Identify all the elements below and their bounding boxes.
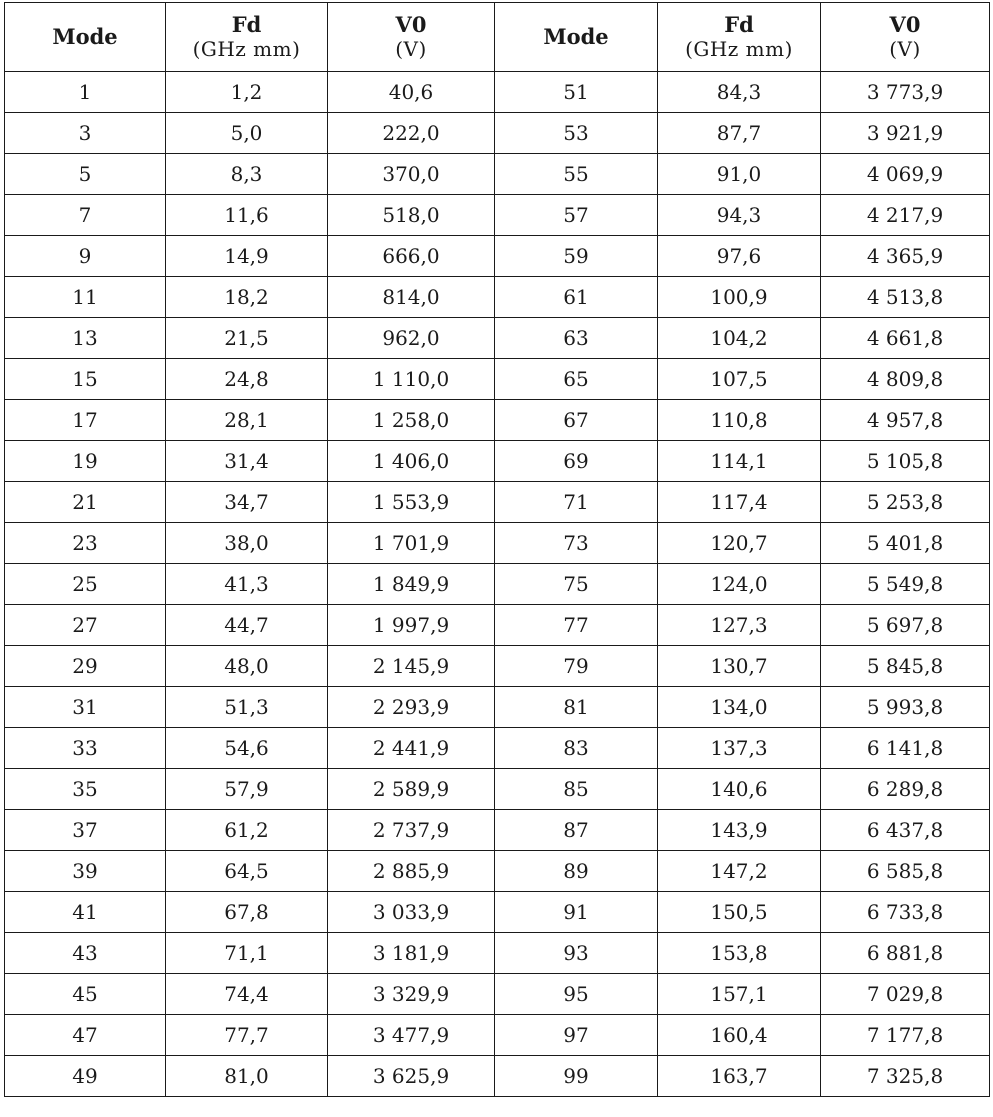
mode-cell: 49 — [5, 1056, 166, 1097]
v0-cell: 518,0 — [328, 195, 495, 236]
mode-cell: 77 — [495, 605, 658, 646]
mode-cell: 71 — [495, 482, 658, 523]
column-header-title: V0 — [889, 12, 921, 37]
mode-cell: 53 — [495, 113, 658, 154]
mode-cell: 13 — [5, 318, 166, 359]
mode-cell: 79 — [495, 646, 658, 687]
mode-cell: 11 — [5, 277, 166, 318]
v0-cell: 3 773,9 — [821, 72, 990, 113]
v0-cell: 4 957,8 — [821, 400, 990, 441]
mode-cell: 75 — [495, 564, 658, 605]
mode-cell: 65 — [495, 359, 658, 400]
fd-cell: 134,0 — [658, 687, 821, 728]
table-row — [5, 646, 990, 687]
table-row — [5, 441, 990, 482]
fd-cell: 87,7 — [658, 113, 821, 154]
mode-cell: 59 — [495, 236, 658, 277]
mode-cell: 89 — [495, 851, 658, 892]
fd-cell: 34,7 — [166, 482, 328, 523]
table-row — [5, 687, 990, 728]
v0-cell: 6 289,8 — [821, 769, 990, 810]
fd-cell: 100,9 — [658, 277, 821, 318]
mode-cell: 55 — [495, 154, 658, 195]
mode-cell: 37 — [5, 810, 166, 851]
v0-cell: 1 406,0 — [328, 441, 495, 482]
column-header-title: V0 — [395, 12, 427, 37]
table-row — [5, 318, 990, 359]
mode-cell: 27 — [5, 605, 166, 646]
v0-cell: 4 365,9 — [821, 236, 990, 277]
v0-cell: 5 401,8 — [821, 523, 990, 564]
table-row — [5, 359, 990, 400]
column-header-title: Mode — [52, 24, 118, 49]
v0-cell: 3 625,9 — [328, 1056, 495, 1097]
mode-cell: 31 — [5, 687, 166, 728]
fd-cell: 160,4 — [658, 1015, 821, 1056]
v0-cell: 5 253,8 — [821, 482, 990, 523]
fd-cell: 163,7 — [658, 1056, 821, 1097]
table-row — [5, 72, 990, 113]
v0-cell: 2 293,9 — [328, 687, 495, 728]
v0-cell: 222,0 — [328, 113, 495, 154]
table-row — [5, 605, 990, 646]
v0-cell: 1 997,9 — [328, 605, 495, 646]
table-row — [5, 933, 990, 974]
fd-cell: 150,5 — [658, 892, 821, 933]
mode-cell: 17 — [5, 400, 166, 441]
fd-cell: 110,8 — [658, 400, 821, 441]
fd-cell: 84,3 — [658, 72, 821, 113]
mode-cell: 29 — [5, 646, 166, 687]
fd-cell: 31,4 — [166, 441, 328, 482]
mode-cell: 97 — [495, 1015, 658, 1056]
mode-cell: 3 — [5, 113, 166, 154]
fd-cell: 18,2 — [166, 277, 328, 318]
table-row — [5, 769, 990, 810]
fd-cell: 114,1 — [658, 441, 821, 482]
table-row — [5, 523, 990, 564]
fd-cell: 120,7 — [658, 523, 821, 564]
table-body — [5, 72, 990, 1097]
v0-cell: 1 258,0 — [328, 400, 495, 441]
mode-cell: 5 — [5, 154, 166, 195]
mode-cell: 47 — [5, 1015, 166, 1056]
header-row — [5, 3, 990, 72]
column-header-mode — [5, 3, 166, 72]
mode-cell: 83 — [495, 728, 658, 769]
v0-cell: 5 845,8 — [821, 646, 990, 687]
column-header-unit: (GHz mm) — [192, 37, 301, 61]
fd-cell: 64,5 — [166, 851, 328, 892]
fd-cell: 81,0 — [166, 1056, 328, 1097]
table-row — [5, 195, 990, 236]
fd-cell: 38,0 — [166, 523, 328, 564]
mode-cell: 95 — [495, 974, 658, 1015]
v0-cell: 2 885,9 — [328, 851, 495, 892]
fd-cell: 14,9 — [166, 236, 328, 277]
mode-cell: 99 — [495, 1056, 658, 1097]
table-row — [5, 892, 990, 933]
fd-cell: 147,2 — [658, 851, 821, 892]
column-header-unit: (V) — [889, 37, 921, 61]
fd-cell: 24,8 — [166, 359, 328, 400]
v0-cell: 1 110,0 — [328, 359, 495, 400]
table-row — [5, 1015, 990, 1056]
table-row — [5, 277, 990, 318]
mode-cell: 81 — [495, 687, 658, 728]
v0-cell: 6 733,8 — [821, 892, 990, 933]
v0-cell: 3 329,9 — [328, 974, 495, 1015]
v0-cell: 2 145,9 — [328, 646, 495, 687]
column-header-unit: (GHz mm) — [685, 37, 793, 61]
v0-cell: 5 993,8 — [821, 687, 990, 728]
mode-cell: 91 — [495, 892, 658, 933]
mode-voltage-table — [4, 2, 990, 1097]
v0-cell: 814,0 — [328, 277, 495, 318]
fd-cell: 41,3 — [166, 564, 328, 605]
mode-cell: 57 — [495, 195, 658, 236]
column-header-fd — [658, 3, 821, 72]
fd-cell: 157,1 — [658, 974, 821, 1015]
column-header-v0 — [328, 3, 495, 72]
v0-cell: 4 069,9 — [821, 154, 990, 195]
fd-cell: 61,2 — [166, 810, 328, 851]
v0-cell: 5 105,8 — [821, 441, 990, 482]
mode-cell: 51 — [495, 72, 658, 113]
mode-cell: 67 — [495, 400, 658, 441]
fd-cell: 8,3 — [166, 154, 328, 195]
v0-cell: 6 881,8 — [821, 933, 990, 974]
table-row — [5, 482, 990, 523]
fd-cell: 1,2 — [166, 72, 328, 113]
mode-cell: 43 — [5, 933, 166, 974]
fd-cell: 67,8 — [166, 892, 328, 933]
v0-cell: 2 737,9 — [328, 810, 495, 851]
fd-cell: 124,0 — [658, 564, 821, 605]
v0-cell: 3 033,9 — [328, 892, 495, 933]
v0-cell: 6 437,8 — [821, 810, 990, 851]
mode-cell: 19 — [5, 441, 166, 482]
v0-cell: 3 181,9 — [328, 933, 495, 974]
fd-cell: 44,7 — [166, 605, 328, 646]
v0-cell: 1 553,9 — [328, 482, 495, 523]
fd-cell: 117,4 — [658, 482, 821, 523]
column-header-unit: (V) — [395, 37, 427, 61]
mode-cell: 69 — [495, 441, 658, 482]
fd-cell: 11,6 — [166, 195, 328, 236]
mode-cell: 93 — [495, 933, 658, 974]
fd-cell: 91,0 — [658, 154, 821, 195]
fd-cell: 153,8 — [658, 933, 821, 974]
fd-cell: 140,6 — [658, 769, 821, 810]
fd-cell: 97,6 — [658, 236, 821, 277]
v0-cell: 5 697,8 — [821, 605, 990, 646]
fd-cell: 28,1 — [166, 400, 328, 441]
mode-cell: 9 — [5, 236, 166, 277]
v0-cell: 40,6 — [328, 72, 495, 113]
column-header-mode — [495, 3, 658, 72]
mode-cell: 33 — [5, 728, 166, 769]
v0-cell: 370,0 — [328, 154, 495, 195]
mode-cell: 35 — [5, 769, 166, 810]
table-row — [5, 236, 990, 277]
v0-cell: 4 513,8 — [821, 277, 990, 318]
column-header-title: Mode — [543, 24, 609, 49]
v0-cell: 7 177,8 — [821, 1015, 990, 1056]
v0-cell: 4 217,9 — [821, 195, 990, 236]
fd-cell: 94,3 — [658, 195, 821, 236]
v0-cell: 2 589,9 — [328, 769, 495, 810]
fd-cell: 54,6 — [166, 728, 328, 769]
mode-cell: 23 — [5, 523, 166, 564]
table-header — [5, 3, 990, 72]
v0-cell: 1 849,9 — [328, 564, 495, 605]
table-row — [5, 564, 990, 605]
table-row — [5, 810, 990, 851]
v0-cell: 962,0 — [328, 318, 495, 359]
mode-cell: 25 — [5, 564, 166, 605]
mode-cell: 87 — [495, 810, 658, 851]
table-row — [5, 113, 990, 154]
fd-cell: 77,7 — [166, 1015, 328, 1056]
table-row — [5, 400, 990, 441]
mode-cell: 73 — [495, 523, 658, 564]
v0-cell: 4 661,8 — [821, 318, 990, 359]
v0-cell: 666,0 — [328, 236, 495, 277]
fd-cell: 48,0 — [166, 646, 328, 687]
mode-cell: 7 — [5, 195, 166, 236]
fd-cell: 71,1 — [166, 933, 328, 974]
v0-cell: 2 441,9 — [328, 728, 495, 769]
table-row — [5, 1056, 990, 1097]
mode-cell: 63 — [495, 318, 658, 359]
fd-cell: 143,9 — [658, 810, 821, 851]
v0-cell: 3 921,9 — [821, 113, 990, 154]
v0-cell: 4 809,8 — [821, 359, 990, 400]
fd-cell: 74,4 — [166, 974, 328, 1015]
mode-cell: 61 — [495, 277, 658, 318]
fd-cell: 57,9 — [166, 769, 328, 810]
table-row — [5, 154, 990, 195]
table-row — [5, 728, 990, 769]
fd-cell: 5,0 — [166, 113, 328, 154]
mode-cell: 85 — [495, 769, 658, 810]
column-header-title: Fd — [724, 12, 754, 37]
fd-cell: 127,3 — [658, 605, 821, 646]
mode-cell: 21 — [5, 482, 166, 523]
mode-cell: 45 — [5, 974, 166, 1015]
column-header-fd — [166, 3, 328, 72]
mode-cell: 41 — [5, 892, 166, 933]
v0-cell: 6 141,8 — [821, 728, 990, 769]
v0-cell: 7 029,8 — [821, 974, 990, 1015]
v0-cell: 5 549,8 — [821, 564, 990, 605]
table-row — [5, 974, 990, 1015]
fd-cell: 51,3 — [166, 687, 328, 728]
column-header-v0 — [821, 3, 990, 72]
column-header-title: Fd — [231, 12, 262, 37]
mode-cell: 1 — [5, 72, 166, 113]
fd-cell: 137,3 — [658, 728, 821, 769]
fd-cell: 130,7 — [658, 646, 821, 687]
table-row — [5, 851, 990, 892]
v0-cell: 7 325,8 — [821, 1056, 990, 1097]
v0-cell: 6 585,8 — [821, 851, 990, 892]
fd-cell: 104,2 — [658, 318, 821, 359]
mode-cell: 39 — [5, 851, 166, 892]
mode-cell: 15 — [5, 359, 166, 400]
v0-cell: 3 477,9 — [328, 1015, 495, 1056]
fd-cell: 107,5 — [658, 359, 821, 400]
v0-cell: 1 701,9 — [328, 523, 495, 564]
fd-cell: 21,5 — [166, 318, 328, 359]
